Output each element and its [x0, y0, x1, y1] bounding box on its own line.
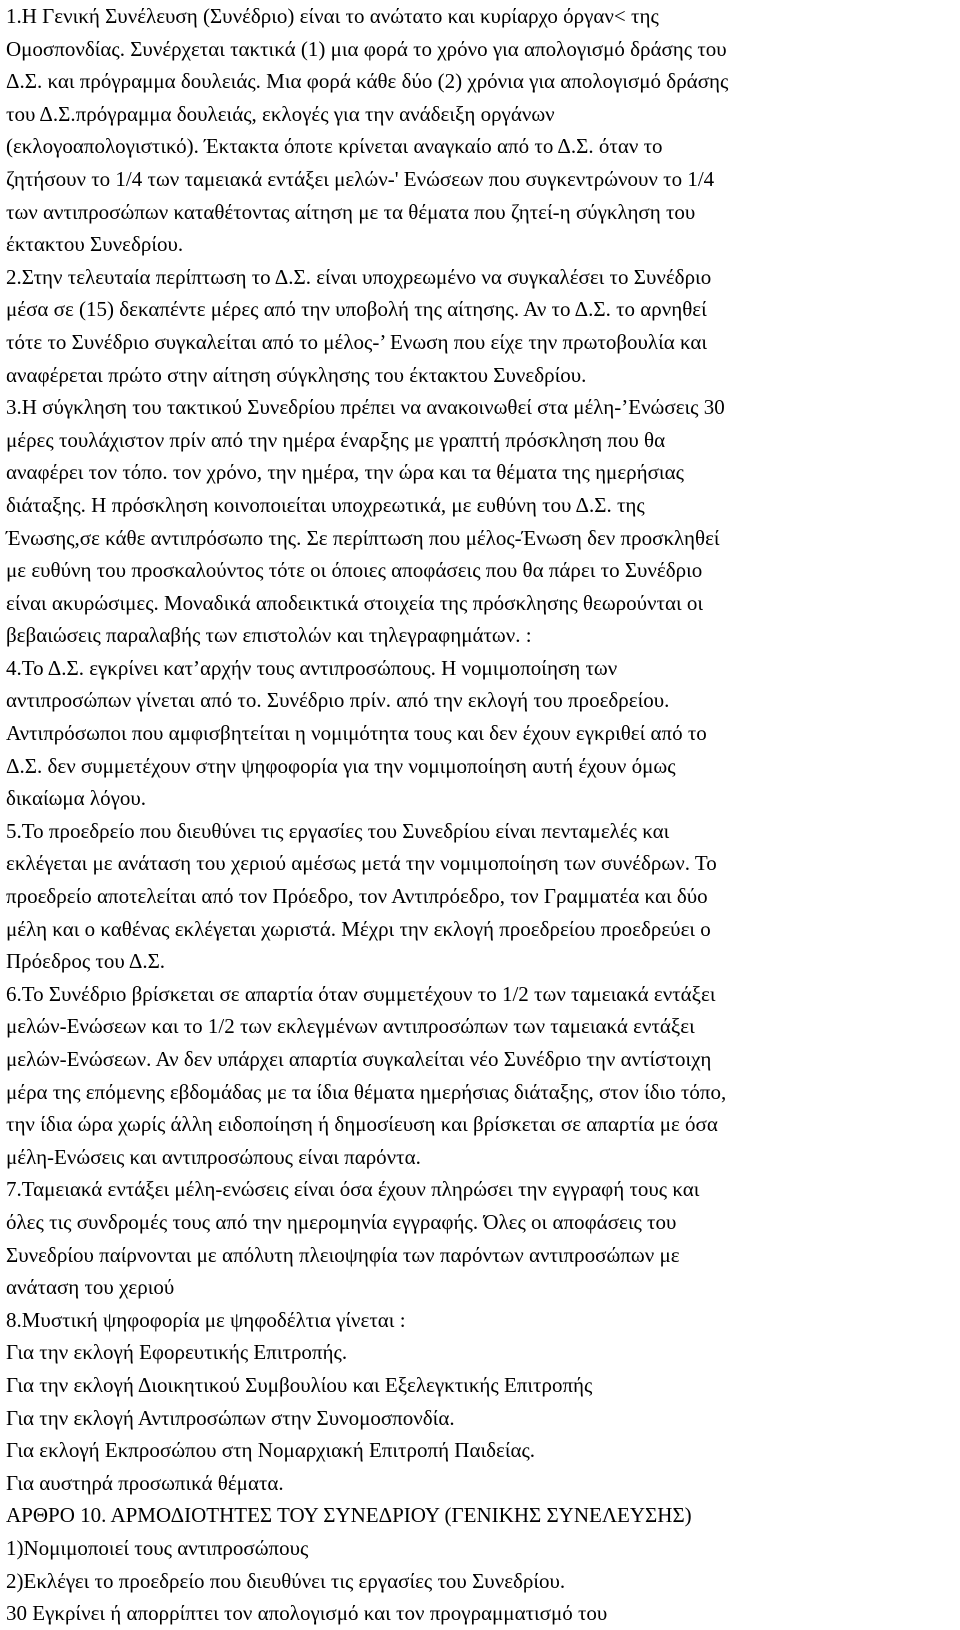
text-line: Αντιπρόσωποι που αμφισβητείται η νομιμότητα τους και δεν έχουν εγκριθεί από το: [6, 721, 707, 746]
paragraph-4: [6, 652, 946, 815]
text-line: τότε το Συνέδριο συγκαλείται από το μέλος-’ Ενωση που είχε την πρωτοβουλία και: [6, 329, 708, 354]
text-line: 5.Το προεδρείο που διευθύνει τις εργασίες του Συνεδρίου είναι πενταμελές και: [6, 818, 670, 843]
text-line: Πρόεδρος του Δ.Σ.: [6, 949, 166, 974]
text-line: 4.Το Δ.Σ. εγκρίνει κατ’αρχήν τους αντιπροσώπους. Η νομιμοποίηση των: [6, 655, 618, 680]
text-line: Για την εκλογή Διοικητικού Συμβουλίου και Εξελεγκτικής Επιτροπής: [6, 1372, 593, 1397]
text-line: 1.Η Γενική Συνέλευση (Συνέδριο) είναι το ανώτατο και κυρίαρχο όργαν< της: [6, 4, 659, 28]
text-line: εκλέγεται με ανάταση του χεριού αμέσως μετά την νομιμοποίηση των συνέδρων. Το: [6, 851, 717, 876]
paragraph-5: [6, 815, 946, 978]
text-line: Για εκλογή Εκπροσώπου στη Νομαρχιακή Επιτροπή Παιδείας.: [6, 1438, 536, 1463]
text-line: 1)Νομιμοποιεί τους αντιπροσώπους: [6, 1535, 309, 1560]
text-line: (εκλογοαπολογιστικό). Έκτακτα όποτε κρίνεται αναγκαίο από το Δ.Σ. όταν το: [6, 134, 663, 159]
paragraph-8: [6, 1304, 946, 1500]
text-line: 3.Η σύγκληση του τακτικού Συνεδρίου πρέπει να ανακοινωθεί στα μέλη-’Ενώσεις 30: [6, 395, 725, 420]
text-line: βεβαιώσεις παραλαβής των επιστολών και τηλεγραφημάτων. :: [6, 623, 532, 648]
text-line: 2)Εκλέγει το προεδρείο που διευθύνει τις εργασίες του Συνεδρίου.: [6, 1568, 566, 1593]
text-line: μέσα σε (15) δεκαπέντε μέρες από την υποβολή της αίτησης. Αν το Δ.Σ. το αρνηθεί: [6, 297, 707, 322]
text-line: την ίδια ώρα χωρίς άλλη ειδοποίηση ή δημοσίευση και βρίσκεται σε απαρτία με όσα: [6, 1112, 718, 1137]
text-line: των αντιπροσώπων καταθέτοντας αίτηση με τα θέματα που ζητεί-η σύγκληση του: [6, 199, 696, 224]
text-line: έκτακτου Συνεδρίου.: [6, 232, 184, 257]
text-line: μελών-Ενώσεων και το 1/2 των εκλεγμένων αντιπροσώπων των ταμειακά εντάξει: [6, 1014, 695, 1039]
text-line: του Δ.Σ.πρόγραμμα δουλειάς, εκλογές για την ανάδειξη οργάνων: [6, 101, 555, 126]
text-line: με ευθύνη του προσκαλούντος τότε οι όποιες αποφάσεις που θα πάρει το Συνέδριο: [6, 558, 703, 583]
text-line: μέρες τουλάχιστον πρίν από την ημέρα έναρξης με γραπτή πρόσκληση που θα: [6, 427, 666, 452]
paragraph-7: [6, 1173, 946, 1303]
text-line: Για αυστηρά προσωπικά θέματα.: [6, 1470, 284, 1495]
text-line: μέλη και ο καθένας εκλέγεται χωριστά. Μέχρι την εκλογή προεδρείου προεδρεύει ο: [6, 916, 711, 941]
text-line: Ομοσπονδίας. Συνέρχεται τακτικά (1) μια φορά το χρόνο για απολογισμό δράσης του: [6, 36, 727, 61]
text-line: ανάταση του χεριού: [6, 1275, 175, 1300]
text-line: Για την εκλογή Αντιπροσώπων στην Συνομοσπονδία.: [6, 1405, 455, 1430]
text-line: όλες τις συνδρομές τους από την ημερομηνία εγγραφής. Όλες οι αποφάσεις του: [6, 1209, 677, 1234]
text-line: Δ.Σ. και πρόγραμμα δουλειάς. Μια φορά κάθε δύο (2) χρόνια για απολογισμό δράσης: [6, 69, 729, 94]
text-line: 8.Μυστική ψηφοφορία με ψηφοδέλτια γίνεται :: [6, 1307, 406, 1332]
text-line: 7.Ταμειακά εντάξει μέλη-ενώσεις είναι όσα έχουν πληρώσει την εγγραφή τους και: [6, 1177, 700, 1202]
text-line: μέλη-Ενώσεις και αντιπροσώπους είναι παρόντα.: [6, 1144, 421, 1169]
text-line: αναφέρει τον τόπο. τον χρόνο, την ημέρα, την ώρα και τα θέματα της ημερήσιας: [6, 460, 684, 485]
text-line: 2.Στην τελευταία περίπτωση το Δ.Σ. είναι υποχρεωμένο να συγκαλέσει το Συνέδριο: [6, 264, 712, 289]
text-line: ζητήσουν το 1/4 των ταμειακά εντάξει μελών-' Ενώσεων που συγκεντρώνουν το 1/4: [6, 166, 715, 191]
text-line: αντιπροσώπων γίνεται από το. Συνέδριο πρίν. από την εκλογή του προεδρείου.: [6, 688, 670, 713]
paragraph-3: [6, 391, 946, 652]
text-line: προεδρείο αποτελείται από τον Πρόεδρο, τον Αντιπρόεδρο, τον Γραμματέα και δύο: [6, 884, 708, 909]
text-line: διάταξης. Η πρόσκληση κοινοποιείται υποχρεωτικά, με ευθύνη του Δ.Σ. της: [6, 492, 645, 517]
text-line: είναι ακυρώσιμες. Μοναδικά αποδεικτικά στοιχεία της πρόσκλησης θεωρούνται οι: [6, 590, 703, 615]
paragraph-6: [6, 978, 946, 1174]
text-line: Για την εκλογή Εφορευτικής Επιτροπής.: [6, 1340, 348, 1365]
text-line: Δ.Σ. δεν συμμετέχουν στην ψηφοφορία για την νομιμοποίηση αυτή έχουν όμως: [6, 753, 676, 778]
text-line: Ένωσης,σε κάθε αντιπρόσωπο της. Σε περίπτωση που μέλος-Ένωση δεν προσκληθεί: [6, 525, 720, 550]
paragraph-2: [6, 261, 946, 391]
text-line: αναφέρεται πρώτο στην αίτηση σύγκλησης του έκτακτου Συνεδρίου.: [6, 362, 587, 387]
text-line: μέρα της επόμενης εβδομάδας με τα ίδια θέματα ημερήσιας διάταξης, στον ίδιο τόπο,: [6, 1079, 727, 1104]
text-line: μελών-Ενώσεων. Αν δεν υπάρχει απαρτία συγκαλείται νέο Συνέδριο την αντίστοιχη: [6, 1047, 712, 1071]
text-line: δικαίωμα λόγου.: [6, 786, 147, 811]
document-page: [6, 0, 946, 1630]
text-line: Συνεδρίου παίρνονται με απόλυτη πλειοψηφία των παρόντων αντιπροσώπων με: [6, 1242, 680, 1267]
text-line: 30 Εγκρίνει ή απορρίπτει τον απολογισμό και τον προγραμματισμό του: [6, 1601, 608, 1626]
text-line: 6.Το Συνέδριο βρίσκεται σε απαρτία όταν συμμετέχουν το 1/2 των ταμειακά εντάξει: [6, 981, 716, 1006]
paragraph-1: [6, 0, 946, 261]
article-10: [6, 1499, 946, 1629]
article-heading: ΑΡΘΡΟ 10. ΑΡΜΟΔΙΟΤΗΤΕΣ ΤΟΥ ΣΥΝΕΔΡΙΟΥ (ΓΕΝΙΚΗΣ ΣΥΝΕΛΕΥΣΗΣ): [6, 1503, 692, 1528]
